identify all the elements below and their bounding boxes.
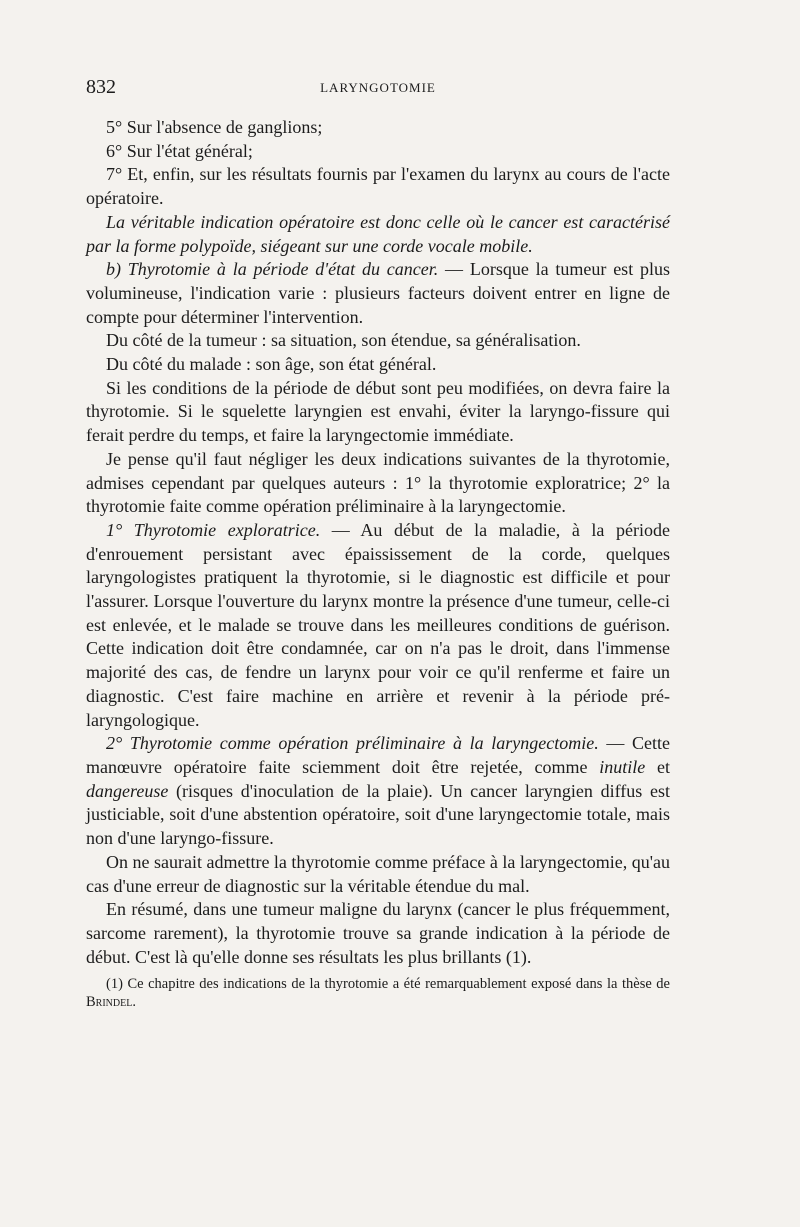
footnote-text: (1) Ce chapitre des indications de la thyrotomie a été remarquablement exposé dans la thèse de — [106, 976, 670, 992]
section-label: 2° Thyrotomie comme opération préliminaire à la laryngectomie. — [106, 733, 599, 754]
paragraph: Du côté de la tumeur : sa situation, son étendue, sa généralisation. — [106, 330, 581, 351]
paragraph-text: — Au début de la maladie, à la période d'enrouement persistant avec épaississement de la corde, quelques laryngologistes pratiquent la thyrotomie, si le diagnostic est difficile et pour l'assurer. Lorsque l'ouverture du larynx montre la présence d'une tumeur, celle-ci est enlevée, et le malade se trouve dans les meilleures conditions de guérison. Cette indication doit être condamnée, car on n'a pas le droit, dans l'immense majorité des cas, de fendre un larynx pour voir ce qu'il renferme et faire un diagnostic. C'est faire machine en arrière et revenir à la période pré-laryngologique. — [86, 519, 670, 730]
paragraph-text: et — [645, 756, 670, 777]
section-label: b) Thyrotomie à la période d'état du cancer. — [106, 259, 439, 280]
emphasis: inutile — [599, 756, 646, 777]
paragraph: 5° Sur l'absence de ganglions; — [106, 117, 323, 137]
footnotes — [86, 975, 670, 1011]
running-head: LARYNGOTOMIE — [320, 80, 436, 95]
paragraph: Si les conditions de la période de début sont peu modifiées, on devra faire la thyrotomie. Si le squelette laryngien est envahi, éviter la laryngo-fissure qui ferait perdre du temps, et faire la laryngectomie immédiate. — [86, 377, 670, 446]
footnote — [86, 975, 670, 1011]
paragraph-text: (risques d'inoculation de la plaie). Un cancer laryngien diffus est justiciable, soit d'une abstention opératoire, soit d'une laryngectomie totale, mais non d'une laryngo-fissure. — [86, 780, 670, 849]
paragraph: En résumé, dans une tumeur maligne du larynx (cancer le plus fréquemment, sarcome rarement), la thyrotomie trouve sa grande indication à la période de début. C'est là qu'elle donne ses résultats les plus brillants (1). — [86, 899, 670, 967]
paragraph: Du côté du malade : son âge, son état général. — [106, 354, 437, 375]
paragraph: 6° Sur l'état général; — [106, 140, 253, 161]
paragraph-italic: La véritable indication opératoire est donc celle où le cancer est caractérisé par la forme polypoïde, siégeant sur une corde vocale mobile. — [86, 211, 670, 256]
body-text — [86, 116, 670, 969]
page-number: 832 — [86, 76, 116, 98]
paragraph — [86, 519, 670, 732]
paragraph: On ne saurait admettre la thyrotomie comme préface à la laryngectomie, qu'au cas d'une erreur de diagnostic sur la véritable étendue du mal. — [86, 851, 671, 896]
section-label: 1° Thyrotomie exploratrice. — [106, 519, 321, 540]
paragraph-text: — Lorsque la tumeur est plus volumineuse, l'indication varie : plusieurs facteurs doivent entrer en ligne de compte pour déterminer l'intervention. — [86, 259, 670, 327]
footnote-end: . — [132, 994, 136, 1010]
paragraph: 7° Et, enfin, sur les résultats fournis par l'examen du larynx au cours de l'acte opératoire. — [86, 164, 670, 209]
paragraph — [86, 732, 670, 851]
page-header — [86, 76, 670, 102]
paragraph: Je pense qu'il faut négliger les deux indications suivantes de la thyrotomie, admises cependant par quelques auteurs : 1° la thyrotomie exploratrice; 2° la thyrotomie faite comme opération préliminaire à la laryngectomie. — [86, 448, 670, 517]
paragraph-text: — Cette manœuvre opératoire faite sciemment doit être rejetée, comme — [86, 733, 670, 777]
footnote-author: Brindel — [86, 994, 133, 1010]
emphasis: dangereuse — [86, 780, 169, 801]
paragraph — [86, 258, 670, 329]
